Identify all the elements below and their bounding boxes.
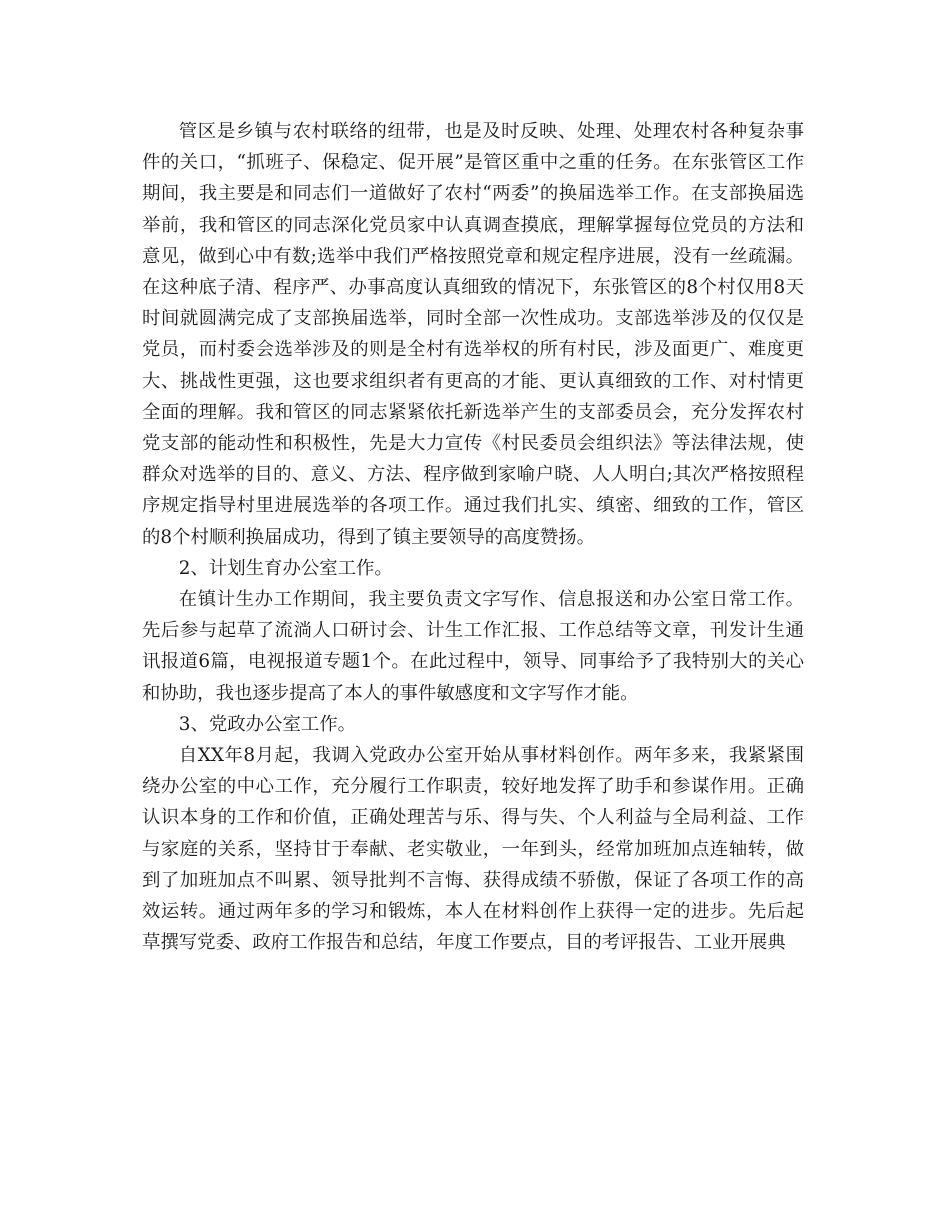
section-heading-party-office: 3、党政办公室工作。 xyxy=(178,713,357,735)
paragraph-party-office-work: 自XX年8月起，我调入党政办公室开始从事材料创作。两年多来，我紧紧围绕办公室的中心工作，充分履行工作职责，较好地发挥了助手和参谋作用。正确认识本身的工作和价值，正确处理苦与乐、得与失、个人利益与全局利益、工作与家庭的关系，坚持甘于奉献、老实敬业，一年到头，经常加班加点连轴转，做到了加班加点不叫累、领导批判不言悔、获得成绩不骄傲，保证了各项工作的高效运转。通过两年多的学习和锻炼，本人在材料创作上获得一定的进步。先后起草撰写党委、政府工作报告和总结，年度工作要点，目的考评报告、工业开展典 xyxy=(142,745,804,954)
paragraph-township-district-work: 管区是乡镇与农村联络的纽带，也是及时反映、处理、处理农村各种复杂事件的关口，“抓班子、保稳定、促开展”是管区重中之重的任务。在东张管区工作期间，我主要是和同志们一道做好了农村“两委”的换届选举工作。在支部换届选举前，我和管区的同志深化党员家中认真调查摸底，理解掌握每位党员的方法和意见，做到心中有数;选举中我们严格按照党章和规定程序进展，没有一丝疏漏。在这种底子清、程序严、办事高度认真细致的情况下，东张管区的8个村仅用8天时间就圆满完成了支部换届选举，同时全部一次性成功。支部选举涉及的仅仅是党员，而村委会选举涉及的则是全村有选举权的所有村民，涉及面更广、难度更大、挑战性更强，这也要求组织者有更高的才能、更认真细致的工作、对村情更全面的理解。我和管区的同志紧紧依托新选举产生的支部委员会，充分发挥农村党支部的能动性和积极性，先是大力宣传《村民委员会组织法》等法律法规，使群众对选举的目的、意义、方法、程序做到家喻户晓、人人明白;其次严格按照程序规定指导村里进展选举的各项工作。通过我们扎实、缜密、细致的工作，管区的8个村顺利换届成功，得到了镇主要领导的高度赞扬。 xyxy=(142,121,804,548)
document-body xyxy=(142,116,804,958)
paragraph-family-planning-work: 在镇计生办工作期间，我主要负责文字写作、信息报送和办公室日常工作。先后参与起草了流淌人口研讨会、计生工作汇报、工作总结等文章，刊发计生通讯报道6篇，电视报道专题1个。在此过程中，领导、同事给予了我特别大的关心和协助，我也逐步提高了本人的事件敏感度和文字写作才能。 xyxy=(142,589,804,704)
section-heading-family-planning: 2、计划生育办公室工作。 xyxy=(178,557,393,579)
